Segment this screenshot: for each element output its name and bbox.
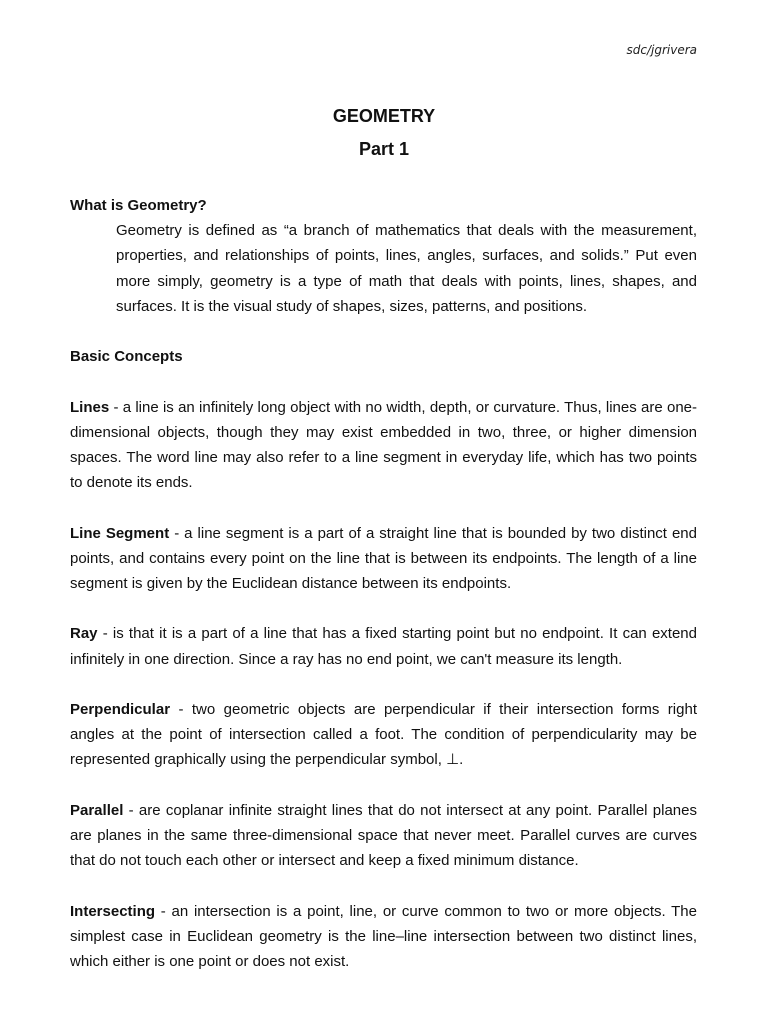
ray-text: - is that it is a part of a line that has a fixed starting point but no endpoint. It can extend infinitely in one direction. Since a ray has no end point, we can't measure its length.	[70, 625, 697, 668]
title-block	[0, 104, 768, 161]
spacer	[70, 369, 697, 394]
author-tag: sdc/jgrivera	[626, 43, 697, 57]
spacer	[70, 773, 697, 798]
lines-definition	[70, 395, 697, 496]
parallel-definition	[70, 798, 697, 874]
perpendicular-text: - two geometric objects are perpendicular if their intersection forms right angles at the point of intersection called a foot. The condition of perpendicularity may be represented graphically using the perpendicular symbol, ⊥.	[70, 700, 697, 769]
spacer	[70, 495, 697, 520]
ray-term: Ray	[70, 625, 98, 643]
spacer	[70, 319, 697, 344]
intersecting-text: - an intersection is a point, line, or curve common to two or more objects. The simplest case in Euclidean geometry is the line–line intersection between two distinct lines, which either is one point or does not exist.	[70, 902, 697, 970]
what-is-geometry-section	[70, 218, 697, 319]
ray-definition	[70, 621, 697, 671]
lines-term: Lines	[70, 398, 110, 416]
intersecting-term: Intersecting	[70, 902, 156, 920]
perpendicular-definition	[70, 697, 697, 773]
parallel-text: - are coplanar infinite straight lines that do not intersect at any point. Parallel planes are planes in the same three-dimensional space that never meet. Parallel curves are curves that do not touch each other or intersect and keep a fixed minimum distance.	[70, 801, 697, 870]
spacer	[70, 596, 697, 621]
line-segment-definition	[70, 521, 697, 597]
intersecting-definition	[70, 899, 697, 975]
lines-text: - a line is an infinitely long object with no width, depth, or curvature. Thus, lines are one-dimensional objects, though they may exist embedded in two, three, or higher dimension spaces. The word line may also refer to a line segment in everyday life, which has two points to denote its ends.	[70, 398, 697, 492]
basic-concepts-heading: Basic Concepts	[70, 348, 183, 366]
spacer	[70, 672, 697, 697]
perpendicular-term: Perpendicular	[70, 700, 171, 718]
line-segment-text: - a line segment is a part of a straight line that is bounded by two distinct end points, and contains every point on the line that is between its endpoints. The length of a line segment is given by the Euclidean distance between its endpoints.	[70, 524, 697, 592]
document-title: GEOMETRY	[332, 106, 436, 126]
what-is-geometry-heading: What is Geometry?	[70, 197, 207, 214]
parallel-term: Parallel	[70, 801, 124, 819]
document-subtitle: Part 1	[358, 139, 410, 159]
spacer	[70, 873, 697, 898]
document-body	[70, 193, 697, 974]
line-segment-term: Line Segment	[70, 524, 170, 542]
what-is-geometry-body: Geometry is defined as “a branch of mathematics that deals with the measurement, properties, and relationships of points, lines, angles, surfaces, and solids.” Put even more simply, geometry is a type of math that deals with points, lines, shapes, and surfaces. It is the visual study of shapes, sizes, patterns, and positions.	[116, 222, 697, 315]
